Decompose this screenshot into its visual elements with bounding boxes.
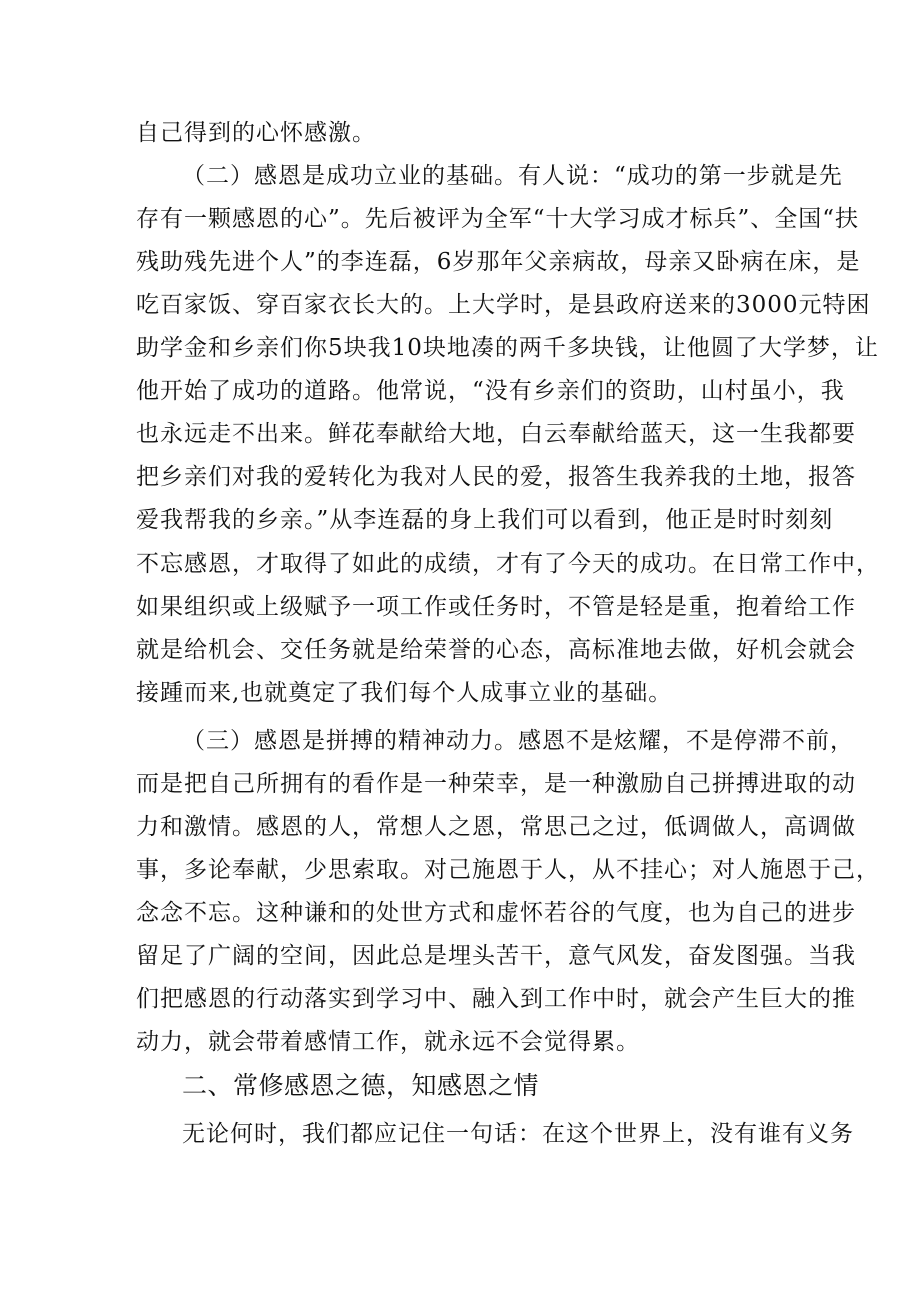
paragraph-line: 残助残先进个人”的李连磊，6岁那年父亲病故，母亲又卧病在床，是 (136, 249, 861, 275)
paragraph-line: 也永远走不出来。鲜花奉献给大地，白云奉献给蓝天，这一生我都要 (136, 421, 856, 447)
paragraph-line: 无论何时，我们都应记住一句话：在这个世界上，没有谁有义务 (182, 1121, 854, 1147)
paragraph-line: 动力，就会带着感情工作，就永远不会觉得累。 (136, 1029, 640, 1055)
paragraph-line: 吃百家饭、穿百家衣长大的。上大学时，是县政府送来的3000元特困 (136, 292, 871, 318)
paragraph-line: 力和激情。感恩的人，常想人之恩，常思己之过，低调做人，高调做 (136, 814, 856, 840)
paragraph-line: 不忘感恩，才取得了如此的成绩，才有了今天的成功。在日常工作中， (136, 551, 880, 577)
paragraph-line: 助学金和乡亲们你5块我10块地凑的两千多块钱，让他圆了大学梦，让 (136, 335, 879, 361)
paragraph-line: 们把感恩的行动落实到学习中、融入到工作中时，就会产生巨大的推 (136, 986, 856, 1012)
paragraph-line: 事，多论奉献，少思索取。对己施恩于人，从不挂心；对人施恩于己， (136, 857, 880, 883)
paragraph-line: 爱我帮我的乡亲。”从李连磊的身上我们可以看到，他正是时时刻刻 (136, 507, 834, 533)
paragraph-line: 念念不忘。这种谦和的处世方式和虚怀若谷的气度，也为自己的进步 (136, 900, 856, 926)
paragraph-line: 自己得到的心怀感激。 (136, 120, 376, 146)
paragraph-line: （二）感恩是成功立业的基础。有人说：“成功的第一步就是先 (182, 163, 843, 189)
paragraph-line: 就是给机会、交任务就是给荣誉的心态，高标准地去做，好机会就会 (136, 637, 856, 663)
paragraph-line: 他开始了成功的道路。他常说，“没有乡亲们的资助，山村虽小，我 (136, 378, 845, 404)
paragraph-line: 接踵而来,也就奠定了我们每个人成事立业的基础。 (136, 680, 673, 706)
paragraph-line: （三）感恩是拼搏的精神动力。感恩不是炫耀，不是停滞不前， (182, 728, 854, 754)
paragraph-line: 存有一颗感恩的心”。先后被评为全军“十大学习成才标兵”、全国“扶 (136, 206, 860, 232)
paragraph-line: 把乡亲们对我的爱转化为我对人民的爱，报答生我养我的土地，报答 (136, 464, 856, 490)
section-heading: 二、常修感恩之德，知感恩之情 (182, 1071, 540, 1100)
paragraph-line: 而是把自己所拥有的看作是一种荣幸，是一种激励自己拼搏进取的动 (136, 771, 856, 797)
paragraph-line: 如果组织或上级赋予一项工作或任务时，不管是轻是重，抱着给工作 (136, 594, 856, 620)
paragraph-line: 留足了广阔的空间，因此总是埋头苦干，意气风发，奋发图强。当我 (136, 943, 856, 969)
